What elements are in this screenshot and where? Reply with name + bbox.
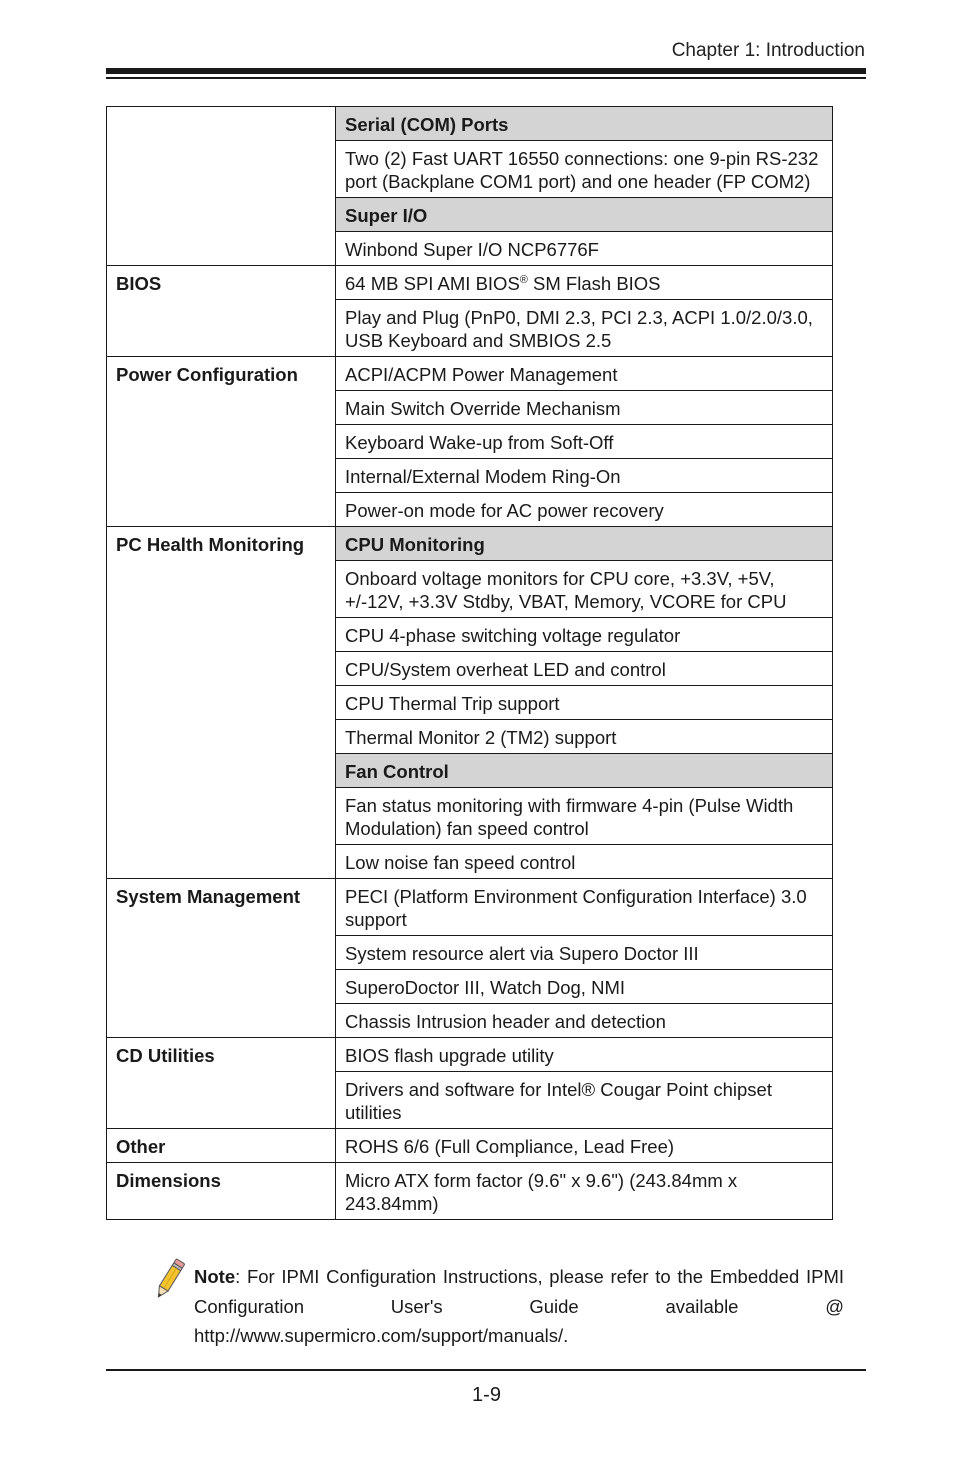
table-row [107,1163,833,1220]
spec-value: System resource alert via Supero Doctor III [336,936,833,970]
spec-value: ACPI/ACPM Power Management [336,357,833,391]
spec-value: Fan status monitoring with firmware 4-pin (Pulse Width Modulation) fan speed control [336,788,833,845]
spec-value: Chassis Intrusion header and detection [336,1004,833,1038]
registered-mark: ® [519,273,528,286]
spec-value: Keyboard Wake-up from Soft-Off [336,425,833,459]
table-row [107,879,833,936]
table-row [107,1038,833,1072]
table-row [107,527,833,561]
spec-value: Onboard voltage monitors for CPU core, +3.3V, +5V, +/-12V, +3.3V Stdby, VBAT, Memory, VCORE for CPU [336,561,833,618]
subheading-super-io: Super I/O [336,198,833,232]
spec-value: CPU 4-phase switching voltage regulator [336,618,833,652]
spec-value: Micro ATX form factor (9.6" x 9.6") (243.84mm x 243.84mm) [336,1163,833,1220]
spec-value: Internal/External Modem Ring-On [336,459,833,493]
spec-value [336,266,833,300]
bios-text-suffix: SM Flash BIOS [527,273,661,294]
category-cd-utilities: CD Utilities [107,1038,336,1129]
category-dimensions: Dimensions [107,1163,336,1220]
spec-value: PECI (Platform Environment Configuration Interface) 3.0 support [336,879,833,936]
spec-value: Thermal Monitor 2 (TM2) support [336,720,833,754]
subheading-fan-control: Fan Control [336,754,833,788]
spec-value: CPU/System overheat LED and control [336,652,833,686]
spec-value: CPU Thermal Trip support [336,686,833,720]
bios-text: 64 MB SPI AMI BIOS [345,273,520,294]
table-row [107,1129,833,1163]
chapter-title: Chapter 1: Introduction [671,40,865,61]
subheading-cpu-monitoring: CPU Monitoring [336,527,833,561]
spec-value: Main Switch Override Mechanism [336,391,833,425]
header-rule-thick [106,68,866,74]
specifications-table [106,106,833,1220]
subheading-serial-com-ports: Serial (COM) Ports [336,107,833,141]
spec-value: Winbond Super I/O NCP6776F [336,232,833,266]
spec-value: Low noise fan speed control [336,845,833,879]
table-row [107,357,833,391]
spec-value: SuperoDoctor III, Watch Dog, NMI [336,970,833,1004]
spec-value: BIOS flash upgrade utility [336,1038,833,1072]
note-text [194,1262,844,1351]
table-row [107,107,833,141]
header-rule-thin [106,77,866,79]
pencil-icon [151,1256,187,1304]
category-pc-health-monitoring: PC Health Monitoring [107,527,336,879]
spec-value: Power-on mode for AC power recovery [336,493,833,527]
category-power-configuration: Power Configuration [107,357,336,527]
category-bios: BIOS [107,266,336,357]
spec-value: Two (2) Fast UART 16550 connections: one 9-pin RS-232 port (Backplane COM1 port) and one header (FP COM2) [336,141,833,198]
page-number: 1-9 [472,1384,501,1406]
continued-category-cell [107,107,336,266]
category-system-management: System Management [107,879,336,1038]
spec-value: ROHS 6/6 (Full Compliance, Lead Free) [336,1129,833,1163]
note-label: Note [194,1266,236,1287]
category-other: Other [107,1129,336,1163]
footer-rule [106,1369,866,1371]
spec-value: Play and Plug (PnP0, DMI 2.3, PCI 2.3, ACPI 1.0/2.0/3.0, USB Keyboard and SMBIOS 2.5 [336,300,833,357]
table-row [107,266,833,300]
note-body: : For IPMI Configuration Instructions, please refer to the Embedded IPMI Configuration User's Guide available @ http://www.supermicro.com/support/manuals/. [194,1266,844,1346]
spec-value: Drivers and software for Intel® Cougar Point chipset utilities [336,1072,833,1129]
